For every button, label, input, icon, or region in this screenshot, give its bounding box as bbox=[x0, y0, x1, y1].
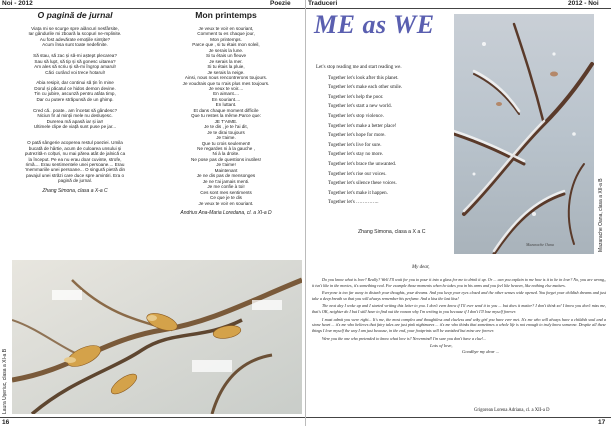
prose-line: putrezită-n colțuri, nu mai părea atât de jalnică ca bbox=[24, 151, 126, 157]
prose-line: bucată de hârtie, acum de culoarea unsului și bbox=[28, 145, 122, 151]
poem-line: Together let's start a new world. bbox=[328, 104, 392, 110]
poem-line: En souriant.... bbox=[211, 96, 241, 102]
poem-line: Cred că.. poate.. am încetat să gândesc? bbox=[32, 107, 117, 113]
poem-author: Zhang Simona, clasa a X-a C bbox=[42, 187, 108, 194]
prose-line: 'memmariile unei persoane... O singură pietră din bbox=[24, 167, 126, 173]
letter-paragraph: Everyone is too far away to disturb your thoughts, your dreams. And you keep your eyes closed and the other senses wide opened. You forget your childish dreams and just take a deep breath so that you will always remember his perfume. And a kiss the last kiss! bbox=[312, 290, 606, 301]
poem-line: Je ne t'ai jamais menti. bbox=[202, 178, 250, 184]
painting-winter-branches bbox=[454, 14, 594, 254]
page-footer bbox=[0, 417, 305, 426]
poem-line: Je serais la neige. bbox=[207, 69, 245, 75]
poem-line: Ces sont mes sentiments bbox=[200, 189, 252, 195]
right-page bbox=[306, 0, 611, 426]
poem-line: En aimant.... bbox=[213, 91, 239, 97]
poem-line: Je te dis , je te l'ai dit, bbox=[204, 124, 248, 130]
poem-line: Together let's silence these voices. bbox=[328, 181, 397, 187]
poem-line: Tin cu jubire, ascunză pentru atâta timp, bbox=[34, 91, 116, 97]
prose-line: O pată sângerie acoperea restul poeziei. Umila bbox=[27, 140, 123, 146]
poem-title: O pagină de jurnal bbox=[37, 10, 113, 20]
page-header bbox=[306, 0, 611, 9]
poem-line: Je me confie à toi! bbox=[207, 184, 245, 190]
poem-intro: Let's stop reading me and start reading we. bbox=[316, 65, 402, 70]
poem-line: Je veux te voir en souriant. bbox=[198, 200, 254, 206]
prose-line: pagină de jurnal. bbox=[58, 178, 92, 184]
poem-line: Abia resipir, dar continui să țin în mine bbox=[36, 80, 114, 86]
page-footer bbox=[306, 417, 611, 426]
poem-line: Together let's brace the unwanted. bbox=[328, 161, 397, 167]
poem-line: Je t'aime! bbox=[216, 162, 236, 168]
poem-line: Niciun fir al minții mele nu deslușesc. bbox=[37, 113, 113, 119]
poem-line: Sau să lupt, să tip și să gonesc uitarea? bbox=[34, 58, 116, 64]
poem-line: Parce que , si tu étais mon soleil, bbox=[192, 42, 260, 48]
prose-line: la început. Pe ea nu erau doar cuvinte, strofe, bbox=[28, 156, 122, 162]
poem-line: Ultimele clipe de viață sunt puse pe jar... bbox=[33, 123, 117, 129]
poem-line: Au fost adevărate emoțiile simțite? bbox=[39, 36, 111, 42]
letter-closing-2: Goodbye my dear ... bbox=[462, 349, 500, 355]
poem-line: Together let's stay no more. bbox=[328, 152, 384, 158]
poem-line: Together let's make each other smile. bbox=[328, 85, 403, 91]
poem-line: Durerea mă apasă iar și iar! bbox=[46, 118, 104, 124]
letter-paragraph: Do you know what is love? Really? Well I'll wait for you to pour it into a glass for me to drink it up. Or ... can you explain to me how is it to be in love? No, you are wrong,, it isn't like in the movies, it's something real. For example those moments when he takes you in his arms and you feel like heaven, like nothing else matters. bbox=[312, 277, 606, 288]
poem-line: Maintenant bbox=[214, 167, 238, 173]
poem-line: En luttant. bbox=[215, 102, 237, 108]
poem-line: Together let's rise our voices. bbox=[328, 171, 387, 177]
poem-line: Dorul și păcatul ce hidos demon devine. bbox=[34, 85, 116, 91]
painting-signature: Mazarache Oana bbox=[526, 242, 554, 247]
poem-me-as-we bbox=[316, 64, 452, 208]
poem-body bbox=[4, 26, 146, 184]
poem-line: Comment tu es chaque jour, bbox=[197, 31, 255, 37]
poem-romanian bbox=[4, 10, 146, 194]
letter-signature: Grigorean Lorena Adriana, cl. a XII-a D bbox=[474, 408, 550, 413]
page-header bbox=[0, 0, 305, 9]
poem-line: Je t'aime. bbox=[216, 135, 236, 141]
poem-line: Together let's stop violence. bbox=[328, 113, 384, 119]
poem-french bbox=[150, 10, 302, 216]
poem-line: Iar gândurile mi zboară la scopuri ne-mplinite. bbox=[28, 31, 122, 37]
letter bbox=[312, 264, 606, 355]
poem-title: Mon printemps bbox=[195, 10, 257, 20]
letter-paragraph: Were you the one who pretended to know what love is? Nevermind! I'm sure you don't have a clue!... bbox=[322, 335, 487, 341]
poem-line: Ne regardes ni à la gauche , bbox=[197, 145, 255, 151]
poem-line: Together let's make it happen. bbox=[328, 190, 388, 196]
header-left: Noi - 2012 bbox=[2, 0, 33, 7]
poem-author: Zhang Simona, clasa a X a C bbox=[358, 229, 426, 235]
poem-line: Together let's help the poor. bbox=[328, 94, 384, 100]
letter-paragraph: The next day I woke up and I started writing this letter to you. I don't even know if I'll ever send it to you ... but does it matter? I don't think so! I know you don't miss me, that's OK, neighter do I but I still have to find out the reason why I'm writing to you because if I don't I'll lose myself forever. bbox=[312, 303, 606, 315]
poem-line: Together let's look after this planet. bbox=[328, 75, 399, 81]
letter-greeting: My dear, bbox=[412, 265, 430, 270]
poem-line: Je veux te voir.... bbox=[208, 85, 244, 91]
page-number: 16 bbox=[2, 419, 10, 426]
poem-line: Que tu crois seulement! bbox=[201, 140, 251, 146]
header-right: 2012 - Noi bbox=[568, 0, 599, 7]
page-number: 17 bbox=[598, 419, 606, 426]
poem-author: Andrius Ana-Maria Loredana, cl. a XI-a D bbox=[180, 209, 272, 216]
letter-paragraph: I must admit you were right... It's me, the most complex and thoughtless and clueless and wiky girl you have ever met. It's me who will always have a childish soul and a stone heart ... it's me who believes that fairy tales are just pink nightmares ... it's me who thinks that sometimes a whole life is not enough to truly know someone. Despite all these things I love myself the way I am just because, in the end, your footprints will be vanished but mine are forever. bbox=[312, 316, 606, 334]
poem-line: Together let's make a better place! bbox=[328, 123, 397, 129]
poem-title: ME as WE bbox=[314, 10, 435, 39]
poem-line: Căci curând voi trece hotarul! bbox=[45, 69, 105, 75]
poem-line: Et dans chaque moment difficile bbox=[193, 107, 259, 113]
poem-line: Dar cu putere străpunsă de un ghimp. bbox=[36, 96, 114, 102]
letter-body bbox=[312, 277, 606, 341]
poem-line: Je veux te voir en souriant, bbox=[198, 26, 254, 31]
poem-line: Together let's live for sure. bbox=[328, 142, 382, 148]
poem-line: Acum însa sunt toate nedefinite. bbox=[42, 42, 108, 48]
painting-birds-branches bbox=[12, 260, 302, 414]
poem-lines bbox=[316, 74, 452, 208]
left-page bbox=[0, 0, 305, 426]
header-left: Traduceri bbox=[308, 0, 338, 7]
poem-line: Ne pose pas de questions inutiles! bbox=[191, 156, 261, 162]
prose-line: rimă.... Erau sentimentele unei persoane.... Erau bbox=[25, 162, 125, 168]
painting-caption: Mazarache Oana, clasa a XII-a B bbox=[598, 178, 604, 252]
poem-line: Together let's ………….. bbox=[328, 200, 379, 206]
poem-line: Je serais la lune. bbox=[208, 47, 244, 53]
poem-line: Together let's hope for more. bbox=[328, 133, 386, 139]
poem-line: Am ales să scriu și să-mi îngrop amarul! bbox=[34, 64, 116, 70]
poem-line: Ni à la droite. bbox=[212, 151, 240, 157]
poem-line: Ainsi, nous nous rencontrerons toujours. bbox=[184, 75, 268, 81]
prose-line: pavajul unei străzi care duce spre amintiri. Era o bbox=[25, 172, 125, 178]
poem-line: Ce que je te dis bbox=[210, 195, 242, 201]
poem-line: Mon printemps. bbox=[210, 36, 242, 42]
poem-line: Je serais la mer. bbox=[209, 58, 243, 64]
poem-body bbox=[150, 26, 302, 206]
header-right: Poezie bbox=[270, 0, 291, 7]
poem-line: Si tu étais la pluie, bbox=[207, 64, 245, 70]
letter-closing: Lots of love, bbox=[430, 343, 453, 349]
poem-line: Je voudrais que tu n'ais plus mes toujours. bbox=[182, 80, 270, 86]
poem-line: Si tu étais un fleuve bbox=[205, 53, 247, 59]
poem-line: JE T'AIME. bbox=[214, 118, 238, 124]
poem-line: Je ne dis pas de mensonges bbox=[196, 173, 256, 179]
painting-caption: Laura Ușeriuc, clasa a XI-a B bbox=[2, 348, 8, 414]
poem-line: Să stau, să zac și să-mi aștept plecarea? bbox=[33, 53, 117, 59]
poem-line: Viața mi se scurge spre aiăncuri nesfârsite, bbox=[31, 26, 119, 31]
poem-line: Je te dirai toujours bbox=[207, 129, 245, 135]
poem-line: Que tu restes la même.Parce que: bbox=[191, 113, 261, 119]
